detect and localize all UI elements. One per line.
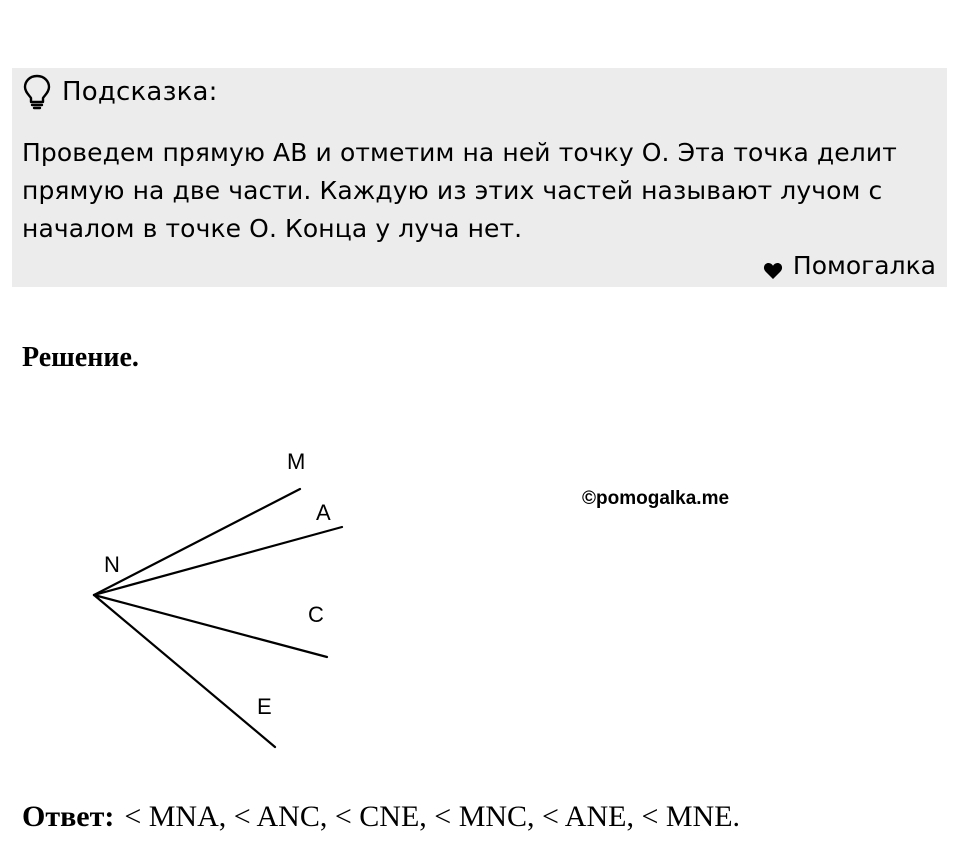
ray-nc: [94, 595, 327, 657]
credit: [763, 251, 936, 280]
credit-label: Помогалка: [792, 251, 936, 280]
answer: [22, 800, 740, 834]
ray-label-m: M: [287, 449, 306, 474]
heart-icon: [763, 257, 783, 275]
lightbulb-icon: [22, 74, 52, 110]
answer-label: Ответ:: [22, 800, 115, 833]
hint-text: Проведем прямую АВ и отметим на ней точку О. Эта точка делит прямую на две части. Каждую из этих частей называют лучом с началом в точке О. Конца у луча нет.: [22, 138, 897, 243]
rays-figure: [0, 430, 420, 770]
ray-nm: [94, 489, 300, 595]
solution-title: Решение.: [22, 342, 139, 373]
ray-na: [94, 527, 342, 595]
answer-text: < MNA, < ANC, < CNE, < MNC, < ANE, < MNE.: [124, 800, 741, 833]
ray-label-e: E: [257, 694, 272, 719]
vertex-label-n: N: [104, 552, 120, 577]
hint-title: Подсказка:: [62, 77, 218, 107]
ray-label-c: C: [308, 602, 324, 627]
ray-ne: [94, 595, 275, 747]
ray-label-a: A: [316, 500, 331, 525]
watermark: ©pomogalka.me: [582, 488, 730, 509]
hint-header: [22, 74, 218, 110]
